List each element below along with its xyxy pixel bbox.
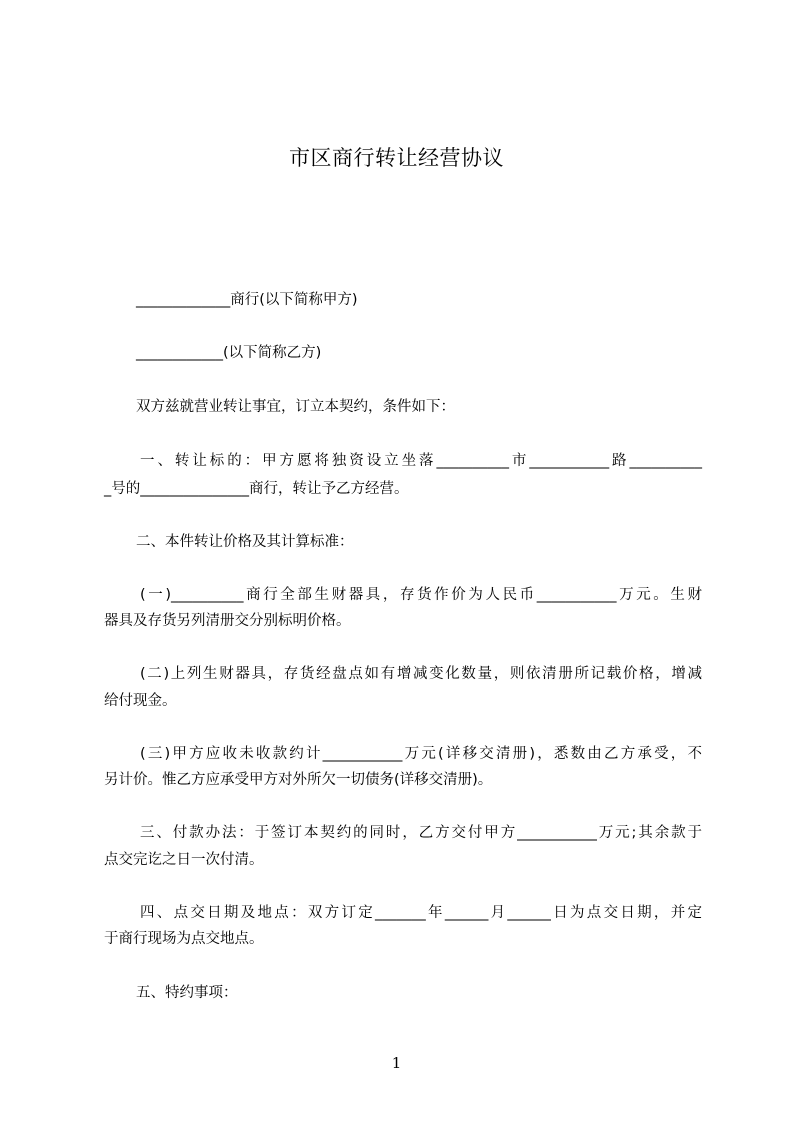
clause-2-1-line-1: (一)__________商行全部生财器具，存货作价为人民币___________万元。生财 xyxy=(140,587,702,603)
clause-2-1-line-2: 器具及存货另列清册交分别标明价格。 xyxy=(104,613,351,629)
clause-2-heading: 二、本件转让价格及其计算标准： xyxy=(136,534,354,550)
page-number: 1 xyxy=(391,1054,402,1072)
document-title: 市区商行转让经营协议 xyxy=(289,146,504,170)
party-b-line: ____________(以下简称乙方) xyxy=(136,345,322,361)
clause-2-2-line-2: 给付现金。 xyxy=(104,693,177,709)
clause-1-line-1: 一、转让标的：甲方愿将独资设立坐落__________市___________路__________ xyxy=(140,453,702,469)
party-a-line: _____________商行(以下简称甲方) xyxy=(136,292,358,308)
clause-3-line-1: 三、付款办法：于签订本契约的同时，乙方交付甲方___________万元;其余款于 xyxy=(140,825,702,841)
clause-2-2-line-1: (二)上列生财器具，存货经盘点如有增减变化数量，则依清册所记载价格，增减 xyxy=(140,666,702,682)
clause-2-3-line-1: (三)甲方应收未收款约计___________万元(详移交清册)，悉数由乙方承受，不 xyxy=(140,746,702,762)
clause-1-line-2: _号的_______________商行，转让予乙方经营。 xyxy=(104,481,409,497)
clause-4-line-2: 于商行现场为点交地点。 xyxy=(104,931,264,947)
clause-2-3-line-2: 另计价。惟乙方应承受甲方对外所欠一切债务(详移交清册)。 xyxy=(104,772,493,788)
clause-4-line-1: 四、点交日期及地点：双方订定_______年______月______日为点交日期，并定 xyxy=(140,905,702,921)
clause-3-line-2: 点交完讫之日一次付清。 xyxy=(104,852,264,868)
preamble: 双方兹就营业转让事宜，订立本契约，条件如下： xyxy=(136,399,455,415)
clause-5-heading: 五、特约事项： xyxy=(136,985,238,1001)
